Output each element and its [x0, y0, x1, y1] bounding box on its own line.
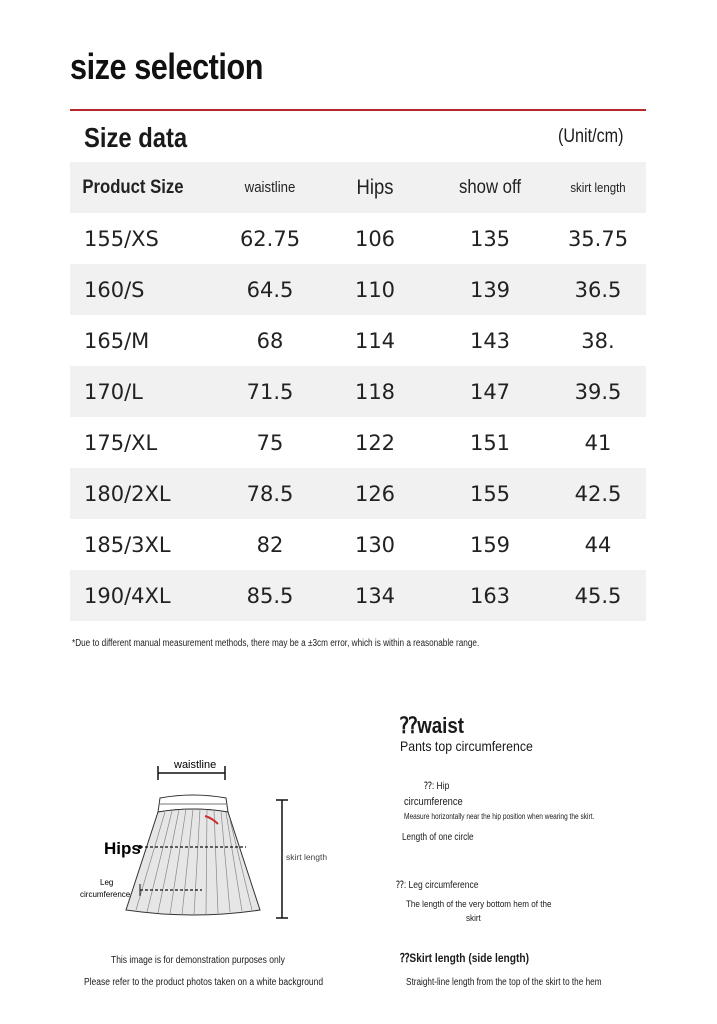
- leg-definition-desc-2: skirt: [466, 913, 481, 924]
- cell-product-size: 170/L: [84, 379, 143, 404]
- skirt-illustration: [70, 740, 370, 940]
- cell-skirt-length: 35.75: [567, 226, 629, 251]
- table-body: [70, 213, 646, 621]
- hip-definition-desc-1: Measure horizontally near the hip position when wearing the skirt.: [404, 812, 595, 821]
- cell-waistline: 62.75: [239, 226, 301, 251]
- cell-show-off: 163: [469, 583, 511, 608]
- cell-hips: 122: [354, 430, 396, 455]
- diagram-caption-1: This image is for demonstration purposes only: [111, 955, 285, 966]
- cell-skirt-length: 45.5: [574, 583, 622, 608]
- measurement-note: *Due to different manual measurement methods, there may be a ±3cm error, which is within a reasonable range.: [72, 638, 480, 649]
- cell-skirt-length: 41: [584, 430, 612, 455]
- cell-skirt-length: 44: [584, 532, 612, 557]
- cell-show-off: 143: [469, 328, 511, 353]
- skirt-length-label: skirt length: [286, 852, 328, 862]
- diagram-caption-2: Please refer to the product photos taken on a white background: [84, 977, 324, 988]
- cell-waistline: 82: [256, 532, 284, 557]
- waist-definition-desc: Pants top circumference: [400, 738, 533, 754]
- table-row: [70, 264, 646, 315]
- table-row: [70, 570, 646, 621]
- leg-definition-desc-1: The length of the very bottom hem of the: [406, 899, 552, 910]
- cell-show-off: 135: [469, 226, 511, 251]
- cell-product-size: 185/3XL: [84, 532, 171, 557]
- cell-skirt-length: 39.5: [574, 379, 622, 404]
- cell-waistline: 78.5: [246, 481, 294, 506]
- section-title: Size data: [84, 122, 188, 153]
- header-show-off: show off: [459, 176, 521, 198]
- cell-product-size: 165/M: [84, 328, 150, 353]
- hip-definition-title-2: circumference: [404, 796, 463, 808]
- cell-hips: 114: [354, 328, 396, 353]
- cell-hips: 126: [354, 481, 396, 506]
- cell-skirt-length: 38.: [581, 328, 615, 353]
- table-row: [70, 315, 646, 366]
- cell-show-off: 139: [469, 277, 511, 302]
- skirt-length-definition-desc: Straight-line length from the top of the skirt to the hem: [406, 977, 602, 988]
- table-row: [70, 468, 646, 519]
- hips-label: Hips: [104, 839, 141, 858]
- hip-definition-title-1: ⁇: Hip: [424, 781, 450, 792]
- header-product-size: Product Size: [82, 176, 184, 198]
- header-skirt-length: skirt length: [570, 180, 626, 195]
- waist-definition-title: ⁇waist: [400, 713, 465, 738]
- table-row: [70, 213, 646, 264]
- header-waistline: waistline: [244, 179, 296, 196]
- header-hips: Hips: [356, 175, 394, 199]
- leg-label-line1: Leg: [100, 878, 114, 887]
- cell-product-size: 175/XL: [84, 430, 158, 455]
- cell-product-size: 190/4XL: [84, 583, 171, 608]
- table-row: [70, 366, 646, 417]
- table-header-row: [70, 162, 646, 213]
- cell-waistline: 85.5: [246, 583, 294, 608]
- cell-skirt-length: 42.5: [574, 481, 622, 506]
- skirt-length-definition-title: ⁇Skirt length (side length): [400, 951, 529, 965]
- cell-show-off: 159: [469, 532, 511, 557]
- cell-product-size: 155/XS: [84, 226, 159, 251]
- unit-label: (Unit/cm): [558, 126, 624, 147]
- page-title: size selection: [70, 46, 264, 87]
- cell-hips: 118: [354, 379, 396, 404]
- hip-definition-desc-2: Length of one circle: [402, 832, 474, 843]
- cell-product-size: 160/S: [84, 277, 145, 302]
- table-row: [70, 417, 646, 468]
- title-divider: [70, 109, 646, 111]
- leg-definition-title: ⁇: Leg circumference: [396, 880, 479, 891]
- cell-waistline: 68: [256, 328, 284, 353]
- cell-show-off: 147: [469, 379, 511, 404]
- table-row: [70, 519, 646, 570]
- cell-waistline: 71.5: [246, 379, 294, 404]
- waistline-label: waistline: [174, 759, 217, 771]
- skirt-diagram: [70, 740, 370, 940]
- cell-skirt-length: 36.5: [574, 277, 622, 302]
- size-table: [70, 162, 646, 621]
- cell-hips: 106: [354, 226, 396, 251]
- cell-hips: 130: [354, 532, 396, 557]
- cell-hips: 110: [354, 277, 396, 302]
- cell-waistline: 64.5: [246, 277, 294, 302]
- cell-hips: 134: [354, 583, 396, 608]
- leg-label-line2: circumference: [80, 890, 131, 899]
- cell-product-size: 180/2XL: [84, 481, 171, 506]
- cell-show-off: 151: [469, 430, 511, 455]
- cell-show-off: 155: [469, 481, 511, 506]
- cell-waistline: 75: [256, 430, 284, 455]
